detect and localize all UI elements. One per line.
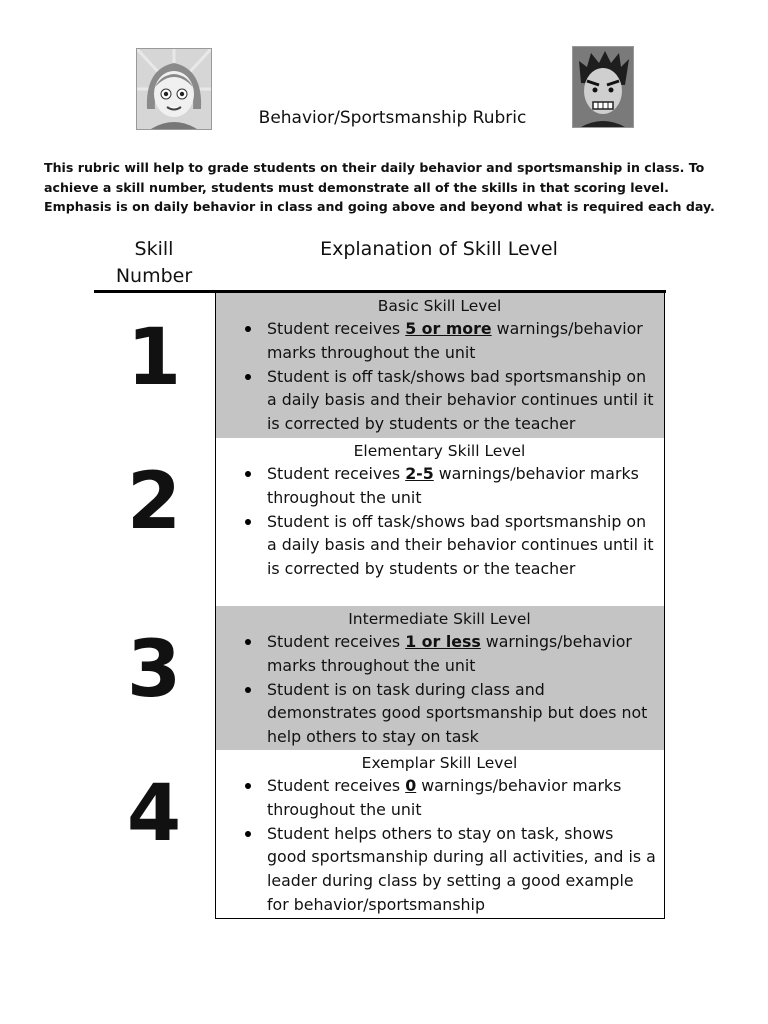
warning-count: 0 xyxy=(405,776,417,795)
bullet-text: Student receives xyxy=(267,632,406,651)
rubric-table-border xyxy=(215,293,665,919)
warning-count: 2-5 xyxy=(405,464,434,483)
skill-number-3: 3 xyxy=(126,625,182,715)
skill-number-2: 2 xyxy=(126,457,182,547)
intro-paragraph: This rubric will help to grade students on their daily behavior and sportsmanship in class. To achieve a skill number, students must demonstrate all of the skills in that scoring level. Emphasis is on daily behavior in class and going above and beyond what is required each day. xyxy=(44,160,715,214)
bullet-text: warnings/behavior marks throughout the unit xyxy=(267,464,639,507)
bullet-text: Student is off task/shows bad sportsmanship on a daily basis and their behavior continues until it is corrected by students or the teacher xyxy=(267,511,654,579)
column-header-skill-number xyxy=(96,236,212,290)
bullet-text: Student is off task/shows bad sportsmanship on a daily basis and their behavior continues until it is corrected by students or the teacher xyxy=(267,366,654,434)
skill-level-title: Elementary Skill Level xyxy=(353,442,526,460)
column-header-skill-line1: Skill xyxy=(134,238,174,260)
bullet-text: Student helps others to stay on task, shows good sportsmanship during all activities, and is a leader during class by setting a good example for behavior/sportsmanship xyxy=(267,823,656,914)
bullet-text: warnings/behavior marks throughout the unit xyxy=(267,319,643,362)
warning-count: 1 or less xyxy=(405,632,481,651)
bullet-text: Student receives xyxy=(267,464,406,483)
skill-number-4: 4 xyxy=(126,769,182,859)
page-title: Behavior/Sportsmanship Rubric xyxy=(258,108,527,128)
warning-count: 5 or more xyxy=(405,319,492,338)
skill-level-title: Exemplar Skill Level xyxy=(361,754,518,772)
column-header-skill-line2: Number xyxy=(115,265,193,287)
column-header-explanation: Explanation of Skill Level xyxy=(320,238,558,260)
skill-level-title: Basic Skill Level xyxy=(377,297,502,315)
bullet-text: warnings/behavior marks throughout the unit xyxy=(267,776,622,819)
bullet-text: Student receives xyxy=(267,319,406,338)
bullet-text: warnings/behavior marks throughout the unit xyxy=(267,632,632,675)
skill-level-title: Intermediate Skill Level xyxy=(348,610,531,628)
bullet-text: Student receives xyxy=(267,776,406,795)
bullet-text: Student is on task during class and demonstrates good sportsmanship but does not help others to stay on task xyxy=(267,679,648,747)
skill-number-1: 1 xyxy=(126,313,182,403)
